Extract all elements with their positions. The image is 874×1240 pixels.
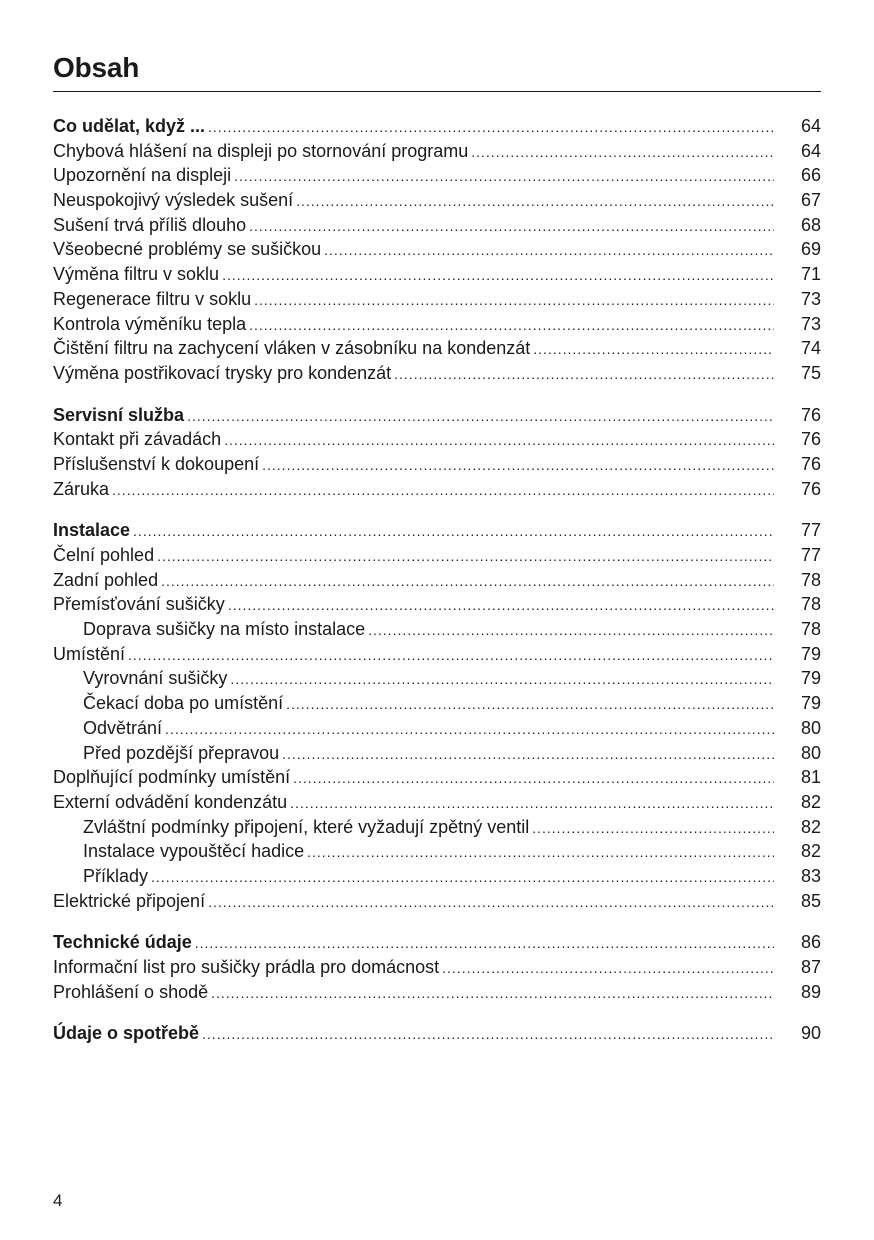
toc-entry-page-number: 78 [800, 619, 821, 640]
page-title: Obsah [53, 52, 140, 83]
toc-section [53, 403, 821, 502]
toc-entry-page-number: 82 [800, 791, 821, 812]
toc-entry-page-number: 77 [800, 545, 821, 565]
toc-entry-label: Zvláštní podmínky připojení, které vyžadují zpětný ventil [83, 816, 530, 837]
toc-entry-label: Prohlášení o shodě [53, 981, 209, 1002]
dot-leader [151, 865, 774, 890]
dot-leader [290, 791, 774, 816]
toc-entry[interactable] [53, 543, 821, 568]
dot-leader [293, 766, 774, 791]
toc-heading-entry[interactable] [53, 518, 821, 543]
toc-entry-page-number: 64 [800, 140, 821, 161]
dot-leader [157, 544, 774, 569]
toc-entry-label: Záruka [53, 478, 110, 499]
toc-entry-label: Příslušenství k dokoupení [53, 453, 260, 474]
toc-heading-entry[interactable] [53, 1021, 821, 1046]
toc-entry-page-number: 80 [800, 742, 821, 763]
toc-entry-page-number: 77 [800, 520, 821, 541]
toc-entry-page-number: 87 [800, 957, 821, 977]
toc-entry-page-number: 68 [800, 214, 821, 235]
dot-leader [133, 519, 774, 544]
toc-entry[interactable] [53, 237, 821, 262]
toc-entry-page-number: 67 [800, 190, 821, 211]
toc-entry[interactable] [53, 287, 821, 312]
toc-entry-page-number: 76 [800, 478, 821, 499]
dot-leader [533, 337, 774, 362]
dot-leader [165, 717, 774, 742]
toc-entry-page-number: 81 [800, 767, 821, 788]
toc-entry-label: Technické údaje [53, 932, 192, 953]
toc-entry-page-number: 78 [800, 569, 821, 590]
toc-entry[interactable] [53, 716, 821, 741]
toc-entry-label: Čekací doba po umístění [83, 693, 284, 714]
toc-entry-label: Elektrické připojení [53, 890, 206, 911]
toc-entry[interactable] [53, 790, 821, 815]
dot-leader [208, 890, 774, 915]
toc-entry-label: Upozornění na displeji [53, 165, 232, 186]
toc-entry[interactable] [53, 765, 821, 790]
dot-leader [262, 453, 774, 478]
dot-leader [222, 263, 774, 288]
toc-entry-label: Servisní služba [53, 404, 185, 425]
toc-entry-label: Příklady [83, 865, 149, 886]
toc-entry-page-number: 66 [800, 165, 821, 186]
toc-heading-entry[interactable] [53, 403, 821, 428]
dot-leader [224, 428, 774, 453]
toc-entry-page-number: 85 [800, 890, 821, 911]
toc-entry-page-number: 83 [800, 865, 821, 886]
toc-entry-page-number: 75 [800, 362, 821, 383]
toc-entry-page-number: 86 [800, 932, 821, 953]
toc-heading-entry[interactable] [53, 930, 821, 955]
dot-leader [442, 956, 774, 981]
toc-entry-label: Externí odvádění kondenzátu [53, 791, 288, 812]
toc-entry-page-number: 76 [800, 453, 821, 474]
dot-leader [234, 164, 774, 189]
toc-entry[interactable] [53, 361, 821, 386]
toc-entry-label: Instalace vypouštěcí hadice [83, 841, 305, 862]
toc-entry-label: Regenerace filtru v soklu [53, 288, 252, 309]
dot-leader [228, 593, 774, 618]
dot-leader [249, 214, 774, 239]
dot-leader [249, 313, 774, 338]
toc-entry-label: Čelní pohled [53, 545, 155, 565]
dot-leader [368, 618, 774, 643]
dot-leader [307, 840, 774, 865]
toc-entry-label: Před pozdější přepravou [83, 742, 280, 763]
toc-entry-label: Neuspokojivý výsledek sušení [53, 190, 294, 211]
toc-entry[interactable] [53, 642, 821, 667]
toc-entry[interactable] [53, 188, 821, 213]
toc-entry-page-number: 71 [800, 264, 821, 285]
toc-entry-page-number: 82 [800, 841, 821, 862]
toc-entry[interactable] [53, 889, 821, 914]
toc-entry-label: Instalace [53, 520, 131, 541]
toc-entry-label: Informační list pro sušičky prádla pro domácnost [53, 957, 440, 977]
toc-entry-page-number: 90 [800, 1023, 821, 1044]
toc-entry-label: Chybová hlášení na displeji po stornování programu [53, 140, 469, 161]
toc-entry[interactable] [53, 213, 821, 238]
toc-entry-label: Kontakt při závadách [53, 429, 222, 450]
dot-leader [532, 816, 774, 841]
toc-entry[interactable] [53, 477, 821, 502]
toc-heading-entry[interactable] [53, 114, 821, 139]
toc-entry-page-number: 73 [800, 313, 821, 334]
dot-leader [254, 288, 774, 313]
toc-entry-page-number: 79 [800, 693, 821, 714]
toc-entry-label: Odvětrání [83, 717, 163, 738]
toc-entry-page-number: 82 [800, 816, 821, 837]
toc-entry-label: Čištění filtru na zachycení vláken v zásobníku na kondenzát [53, 338, 531, 359]
title-underline [53, 91, 821, 92]
toc-entry-page-number: 76 [800, 404, 821, 425]
dot-leader [230, 667, 774, 692]
toc-entry[interactable] [53, 139, 821, 164]
toc-entry-page-number: 73 [800, 288, 821, 309]
dot-leader [471, 140, 774, 165]
toc-entry[interactable] [53, 980, 821, 1005]
toc-section [53, 930, 821, 1004]
toc-entry[interactable] [53, 312, 821, 337]
toc-section [53, 518, 821, 913]
toc-entry[interactable] [53, 617, 821, 642]
dot-leader [211, 981, 774, 1006]
toc-entry[interactable] [53, 741, 821, 766]
toc-entry-label: Všeobecné problémy se sušičkou [53, 239, 322, 260]
toc-entry[interactable] [53, 452, 821, 477]
table-of-contents [53, 114, 821, 1063]
toc-entry[interactable] [53, 592, 821, 617]
toc-entry-label: Výměna filtru v soklu [53, 264, 220, 285]
dot-leader [128, 643, 774, 668]
toc-entry[interactable] [53, 262, 821, 287]
toc-entry[interactable] [53, 666, 821, 691]
toc-entry[interactable] [53, 336, 821, 361]
toc-entry[interactable] [53, 568, 821, 593]
toc-entry[interactable] [53, 691, 821, 716]
toc-entry-page-number: 74 [800, 338, 821, 359]
toc-entry-label: Doprava sušičky na místo instalace [83, 619, 366, 640]
toc-entry[interactable] [53, 839, 821, 864]
toc-entry-page-number: 69 [800, 239, 821, 260]
dot-leader [324, 238, 774, 263]
dot-leader [187, 404, 774, 429]
dot-leader [296, 189, 774, 214]
page-number: 4 [53, 1191, 63, 1210]
toc-entry[interactable] [53, 955, 821, 980]
toc-entry-page-number: 78 [800, 594, 821, 615]
toc-entry-page-number: 64 [800, 116, 821, 136]
dot-leader [208, 115, 774, 140]
toc-entry-label: Co udělat, když ... [53, 116, 206, 136]
toc-entry-page-number: 79 [800, 643, 821, 664]
toc-entry-label: Vyrovnání sušičky [83, 668, 228, 689]
toc-entry-page-number: 79 [800, 668, 821, 689]
toc-entry[interactable] [53, 163, 821, 188]
toc-entry-page-number: 80 [800, 717, 821, 738]
toc-entry[interactable] [53, 427, 821, 452]
dot-leader [282, 742, 774, 767]
toc-entry[interactable] [53, 815, 821, 840]
toc-entry[interactable] [53, 864, 821, 889]
toc-entry-label: Kontrola výměníku tepla [53, 313, 247, 334]
toc-entry-label: Doplňující podmínky umístění [53, 767, 291, 788]
toc-entry-label: Přemísťování sušičky [53, 594, 225, 615]
dot-leader [286, 692, 774, 717]
toc-entry-page-number: 76 [800, 429, 821, 450]
dot-leader [202, 1022, 774, 1047]
dot-leader [112, 478, 774, 503]
dot-leader [161, 569, 774, 594]
toc-entry-label: Výměna postřikovací trysky pro kondenzát [53, 362, 392, 383]
toc-entry-label: Sušení trvá příliš dlouho [53, 214, 247, 235]
dot-leader [394, 362, 774, 387]
toc-entry-label: Údaje o spotřebě [53, 1023, 200, 1044]
toc-entry-label: Zadní pohled [53, 569, 159, 590]
toc-entry-page-number: 89 [800, 981, 821, 1002]
toc-entry-label: Umístění [53, 643, 126, 664]
toc-section [53, 1021, 821, 1046]
dot-leader [195, 931, 774, 956]
toc-section [53, 114, 821, 386]
